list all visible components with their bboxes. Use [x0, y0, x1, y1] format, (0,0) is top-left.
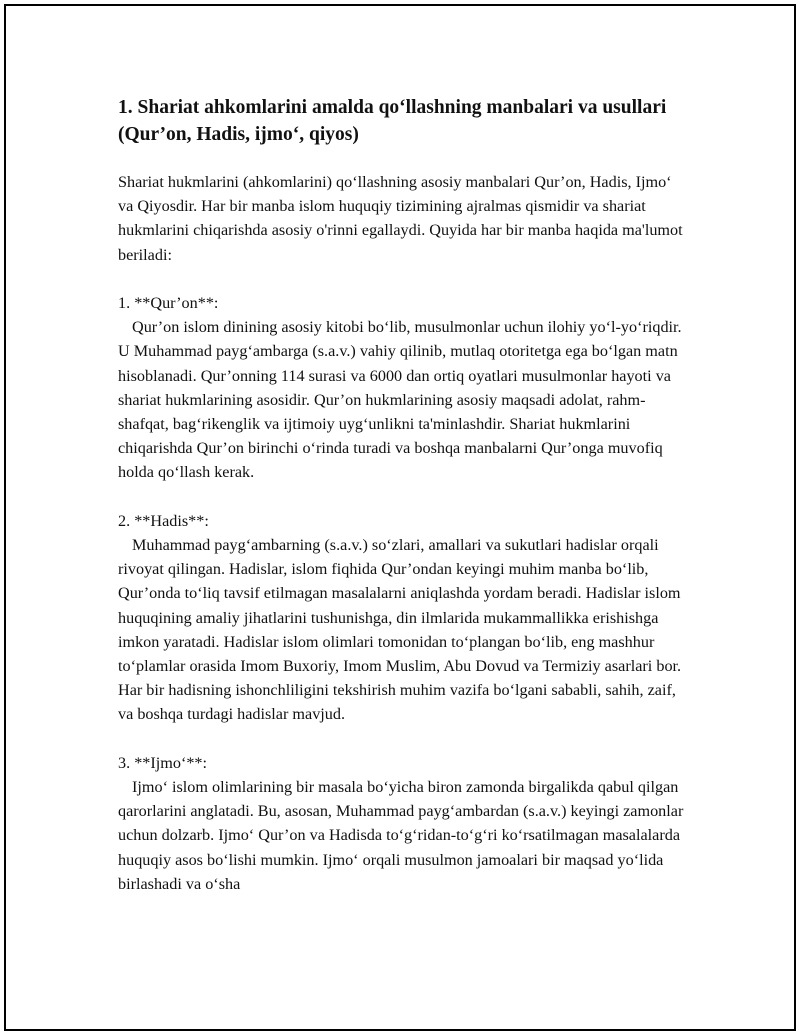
intro-paragraph: Shariat hukmlarini (ahkomlarini) qo‘llashning asosiy manbalari Qur’on, Hadis, Ijmo‘ va Qiyosdir. Har bir manba islom huquqiy tizimining ajralmas qismidir va shariat hukmlarini chiqarishda asosiy o'rinni egallaydi. Quyida har bir manba haqida ma'lumot beriladi: [118, 173, 683, 264]
document-title: 1. Shariat ahkomlarini amalda qo‘llashning manbalari va usullari (Qur’on, Hadis, ijmo‘, qiyos) [118, 97, 667, 145]
paragraph-gap [118, 267, 688, 291]
section-body-hadis: Muhammad payg‘ambarning (s.a.v.) so‘zlari, amallari va sukutlari hadislar orqali rivoyat qilingan. Hadislar, islom fiqhida Qur’ondan keyingi muhim manba bo‘lib, Qur’onda to‘liq tavsif etilmagan masalalarni aniqlashda yordam beradi. Hadislar islom huquqining amaliy jihatlarini tushunishga, din ilmlarida mukammallikka erishishga imkon yaratadi. Hadislar islom olimlari tomonidan to‘plangan bo‘lib, eng mashhur to‘plamlar orasida Imom Buxoriy, Imom Muslim, Abu Dovud va Termiziy asarlari bor. Har bir hadisning ishonchliligini tekshirish muhim vazifa bo‘lgani sababli, sahih, zaif, va boshqa turdagi hadislar mavjud. [118, 536, 682, 724]
document-content [118, 94, 688, 896]
section-heading-quran: 1. **Qur’on**: [118, 294, 219, 312]
paragraph-gap [118, 727, 688, 751]
paragraph-gap [118, 485, 688, 509]
section-body-ijmo: Ijmo‘ islom olimlarining bir masala bo‘yicha biron zamonda birgalikda qabul qilgan qarorlarini anglatadi. Bu, asosan, Muhammad payg‘ambardan (s.a.v.) keyingi zamonlar uchun dolzarb. Ijmo‘ Qur’on va Hadisda to‘g‘ridan-to‘g‘ri ko‘rsatilmagan masalalarda huquqiy asos bo‘lishi mumkin. Ijmo‘ orqali musulmon jamoalari bir maqsad yo‘lida birlashadi va o‘sha [118, 778, 684, 893]
section-body-quran: Qur’on islom dinining asosiy kitobi bo‘lib, musulmonlar uchun ilohiy yo‘l-yo‘riqdir. U Muhammad payg‘ambarga (s.a.v.) vahiy qilinib, mutlaq otoritetga ega bo‘lgan matn hisoblanadi. Qur’onning 114 surasi va 6000 dan ortiq oyatlari musulmonlar hayoti va shariat hukmlarining asosidir. Qur’on hukmlarining asosiy maqsadi adolat, rahm-shafqat, bag‘rikenglik va ijtimoiy uyg‘unlikni ta'minlashdir. Shariat hukmlarini chiqarishda Qur’on birinchi o‘rinda turadi va boshqa manbalarni Qur’onga muvofiq holda qo‘llash kerak. [118, 318, 682, 482]
section-heading-ijmo: 3. **Ijmo‘**: [118, 753, 208, 772]
section-heading-hadis: 2. **Hadis**: [118, 511, 209, 530]
